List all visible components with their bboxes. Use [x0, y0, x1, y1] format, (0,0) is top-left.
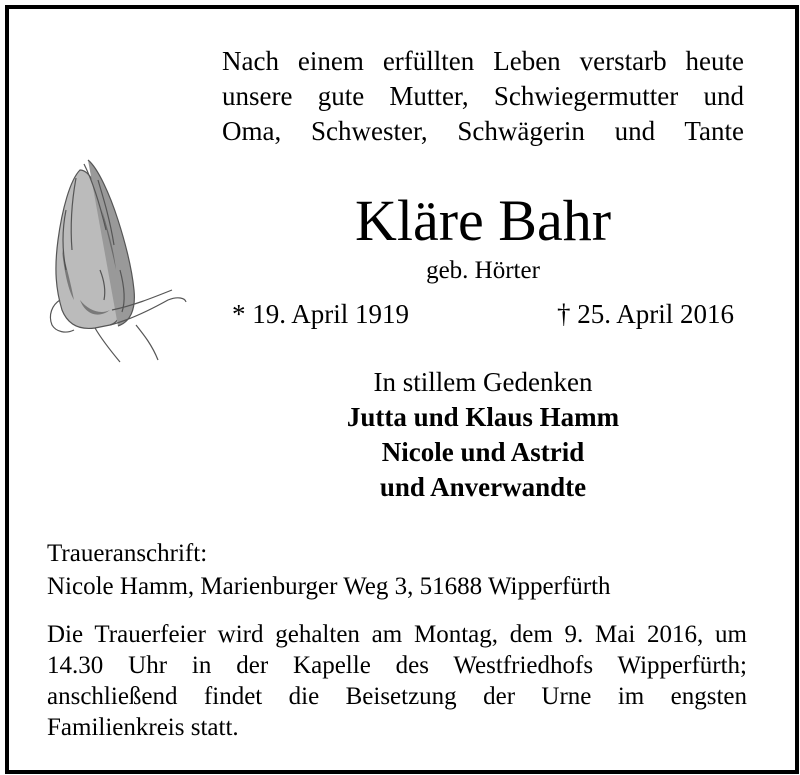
mourner-name: und Anverwandte	[379, 472, 587, 502]
praying-hands-icon	[40, 150, 190, 365]
maiden-name: geb. Hörter	[426, 257, 540, 284]
service-line: 14.30 Uhr in der Kapelle des Westfriedhofs Wipperfürth;	[47, 652, 747, 679]
mourners-heading: In stillem Gedenken	[373, 367, 593, 397]
mourner-name: Nicole und Astrid	[381, 437, 585, 467]
address-block	[47, 537, 747, 603]
birth-date: * 19. April 1919	[232, 299, 410, 329]
intro-line: Nach einem erfüllten Leben verstarb heute	[222, 46, 744, 76]
death-date: † 25. April 2016	[556, 299, 734, 329]
address-value: Nicole Hamm, Marienburger Weg 3, 51688 Wipperfürth	[47, 573, 611, 600]
intro-line: Oma, Schwester, Schwägerin und Tante	[222, 116, 744, 146]
mourner-name: Jutta und Klaus Hamm	[346, 402, 620, 432]
intro-line: unsere gute Mutter, Schwiegermutter und	[222, 81, 744, 111]
address-label: Traueranschrift:	[47, 540, 208, 567]
service-line: Die Trauerfeier wird gehalten am Montag, dem 9. Mai 2016, um	[47, 621, 747, 648]
service-line: Familienkreis statt.	[47, 714, 239, 741]
intro-text	[222, 44, 744, 149]
service-text	[47, 619, 747, 743]
service-line: anschließend findet die Beisetzung der Urne im engsten	[47, 683, 747, 710]
deceased-name: Kläre Bahr	[354, 188, 612, 253]
mourners-block	[222, 365, 744, 505]
